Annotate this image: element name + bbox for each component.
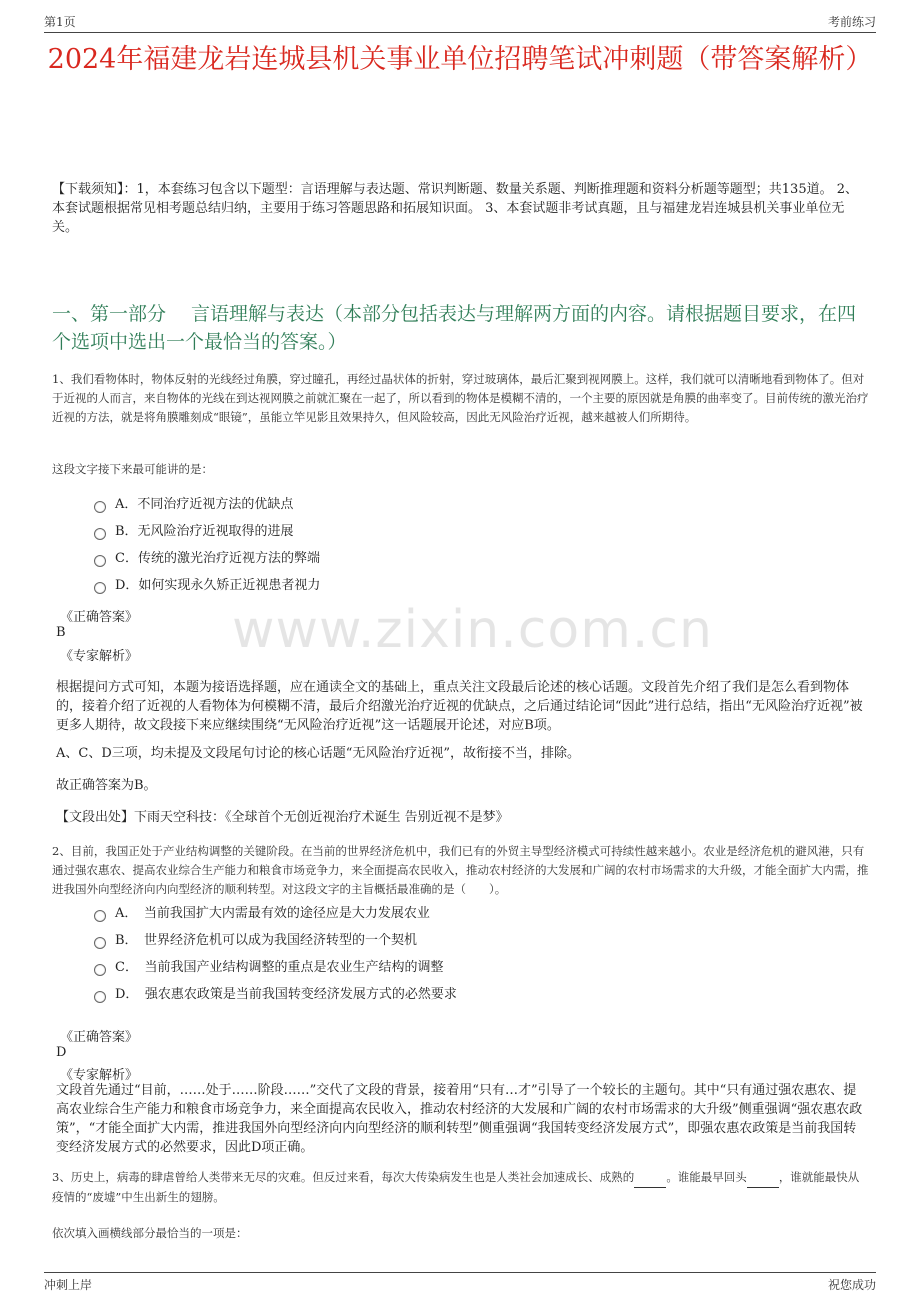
q2-analysis-label: 《专家解析》 — [60, 1068, 139, 1083]
q3-stem-part-3: ，谁就能最快从疫情的“废墟”中生出新生的翅膀。 — [52, 1170, 860, 1204]
page-header — [44, 10, 876, 33]
radio-icon[interactable] — [94, 582, 106, 594]
q1-answer: B — [56, 625, 66, 640]
question-3-stem — [52, 1168, 870, 1207]
fill-blank-2[interactable] — [747, 1168, 779, 1188]
radio-icon[interactable] — [94, 501, 106, 513]
radio-icon[interactable] — [94, 528, 106, 540]
page-footer — [44, 1272, 876, 1295]
q1-option-d[interactable] — [94, 577, 320, 595]
radio-icon[interactable] — [94, 991, 106, 1003]
radio-icon[interactable] — [94, 910, 106, 922]
download-notice: 【下载须知】：1，本套练习包含以下题型：言语理解与表达题、常识判断题、数量关系题、判断推理题和资料分析题等题型；共135道。 2、本套试题根据常见相考题总结归纳，主要用于练习答题思路和拓展知识面。 3、本套试题非考试真题，且与福建龙岩连城县机关事业单位无关。 — [52, 182, 858, 235]
option-label: D． 强农惠农政策是当前我国转变经济发展方式的必然要求 — [115, 987, 457, 1002]
q3-stem-part-2: 。谁能最早回头 — [666, 1170, 747, 1184]
radio-icon[interactable] — [94, 937, 106, 949]
q1-analysis-3: 故正确答案为B。 — [56, 778, 157, 793]
q3-stem-part-1: 3、历史上，病毒的肆虐曾给人类带来无尽的灾难。但反过来看，每次大传染病发生也是人类社会加速成长、成熟的 — [52, 1170, 635, 1184]
q1-option-b[interactable] — [94, 523, 294, 541]
watermark: www.zixin.com.cn — [232, 600, 713, 660]
q2-analysis: 文段首先通过“目前，……处于……阶段……”交代了文段的背景，接着用“只有…才”引导了一个较长的主题句。其中“只有通过强农惠农、提高农业综合生产能力和粮食市场竞争力，来全面提高农民收入，推动农村经济的大发展和广阔的农村市场需求的大升级”侧重强调“强农惠农政策”，“才能全面扩大内需，推进我国外向型经济向内向型经济的顺利转型”侧重强调“我国转变经济发展方式”，即强农惠农政策是当前我国转变经济发展方式的必然要求，因此D项正确。 — [56, 1083, 863, 1155]
fill-blank-1[interactable] — [634, 1168, 666, 1188]
section-heading: 一、第一部分 言语理解与表达（本部分包括表达与理解两方面的内容。请根据题目要求，在四个选项中选出一个最恰当的答案。） — [52, 303, 857, 353]
q1-analysis-label: 《专家解析》 — [60, 649, 139, 664]
radio-icon[interactable] — [94, 555, 106, 567]
q1-source: 【文段出处】下雨天空科技：《全球首个无创近视治疗术诞生 告别近视不是梦》 — [56, 810, 509, 825]
question-1-prompt: 这段文字接下来最可能讲的是： — [52, 462, 213, 476]
q2-option-a[interactable] — [94, 905, 430, 923]
question-2-stem: 2、目前，我国正处于产业结构调整的关键阶段。在当前的世界经济危机中，我们已有的外贸主导型经济模式可持续性越来越小。农业是经济危机的避风港，只有通过强农惠农、提高农业综合生产能力和粮食市场竞争力，来全面提高农民收入，推动农村经济的大发展和广阔的农村市场需求的大升级，才能全面扩大内需，推进我国外向型经济向内向型经济的顺利转型。对这段文字的主旨概括最准确的是（ ）。 — [52, 844, 869, 896]
q2-option-b[interactable] — [94, 932, 417, 950]
q1-option-a[interactable] — [94, 496, 293, 514]
option-label: A．不同治疗近视方法的优缺点 — [115, 497, 294, 512]
header-tag: 考前练习 — [827, 15, 876, 29]
q1-analysis-2: A、C、D三项，均未提及文段尾句讨论的核心话题“无风险治疗近视”，故衔接不当，排除。 — [56, 746, 581, 761]
option-label: A． 当前我国扩大内需最有效的途径应是大力发展农业 — [115, 906, 430, 921]
question-1-stem: 1、我们看物体时，物体反射的光线经过角膜，穿过瞳孔，再经过晶状体的折射，穿过玻璃体，最后汇聚到视网膜上。这样，我们就可以清晰地看到物体了。但对于近视的人而言，来自物体的光线在到达视网膜之前就汇聚在一起了，所以看到的物体是模糊不清的，一个主要的原因就是角膜的曲率变了。目前传统的激光治疗近视的方法，就是将角膜雕刻成“眼镜”，虽能立竿见影且效果持久，但风险较高，因此无风险治疗近视，越来越被人们所期待。 — [52, 372, 869, 424]
option-label: B．无风险治疗近视取得的进展 — [115, 524, 294, 539]
radio-icon[interactable] — [94, 964, 106, 976]
q2-answer-label: 《正确答案》 — [60, 1030, 139, 1045]
footer-right: 祝您成功 — [827, 1278, 876, 1292]
footer-left: 冲刺上岸 — [44, 1278, 93, 1292]
document-title: 2024年福建龙岩连城县机关事业单位招聘笔试冲刺题（带答案解析） — [47, 44, 873, 75]
option-label: C． 当前我国产业结构调整的重点是农业生产结构的调整 — [115, 960, 444, 975]
q2-answer: D — [56, 1045, 67, 1060]
q1-answer-label: 《正确答案》 — [60, 610, 139, 625]
option-label: B． 世界经济危机可以成为我国经济转型的一个契机 — [115, 933, 418, 948]
page-number: 第1页 — [44, 15, 76, 29]
option-label: C．传统的激光治疗近视方法的弊端 — [115, 551, 320, 566]
q2-option-c[interactable] — [94, 959, 443, 977]
q1-analysis-1: 根据提问方式可知，本题为接语选择题，应在通读全文的基础上，重点关注文段最后论述的核心话题。文段首先介绍了我们是怎么看到物体的，接着介绍了近视的人看物体为何模糊不清，最后介绍激光治疗近视的优缺点，之后通过结论词“因此”进行总结，指出“无风险治疗近视”被更多人期待，故文段接下来应继续围绕“无风险治疗近视”这一话题展开论述，对应B项。 — [56, 680, 863, 733]
question-3-prompt: 依次填入画横线部分最恰当的一项是： — [52, 1226, 248, 1240]
q1-option-c[interactable] — [94, 550, 320, 568]
q2-option-d[interactable] — [94, 986, 457, 1004]
option-label: D．如何实现永久矫正近视患者视力 — [115, 578, 321, 593]
